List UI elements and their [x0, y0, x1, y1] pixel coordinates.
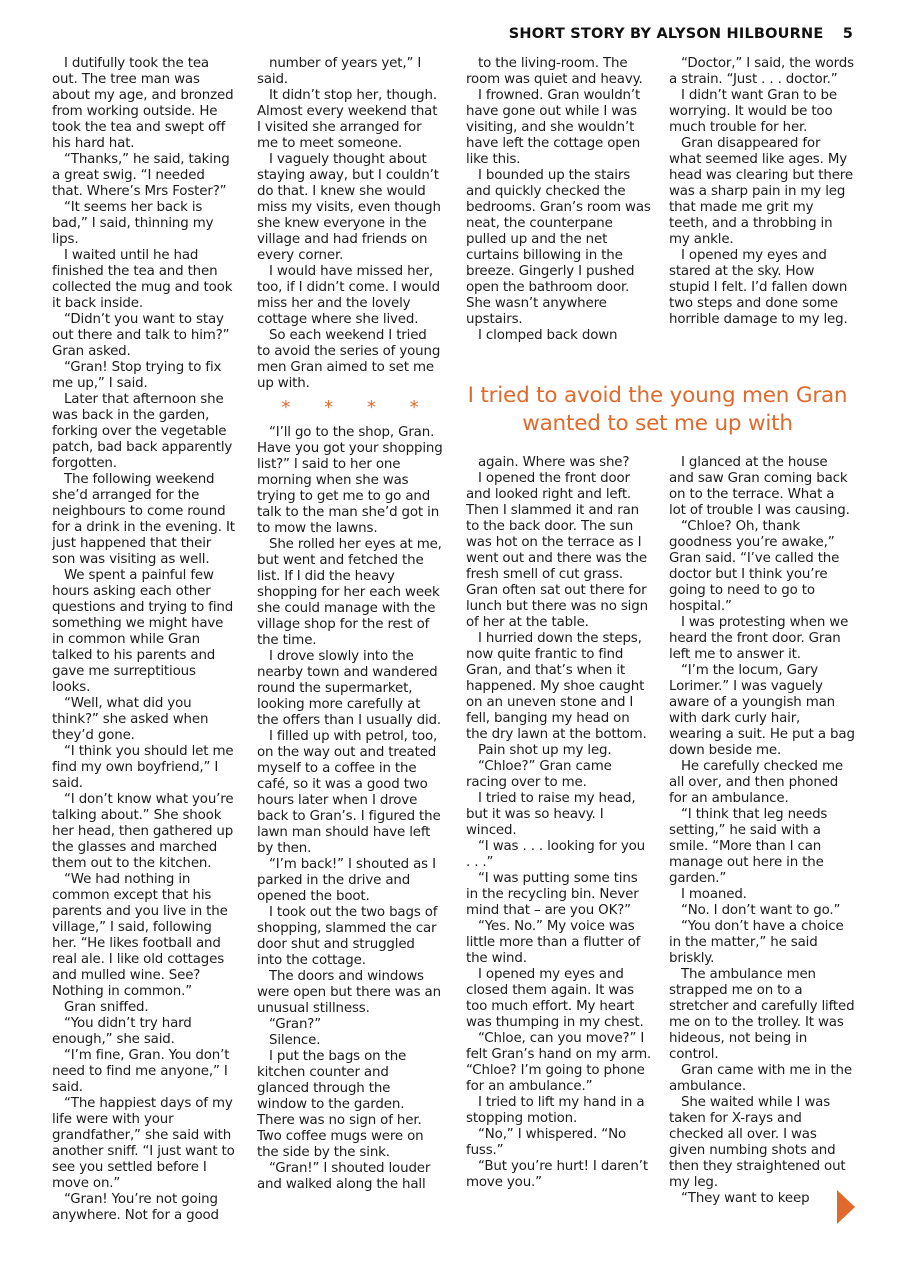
- paragraph: The doors and windows were open but there was an unusual stillness.: [257, 969, 441, 1016]
- paragraph: “Thanks,” he said, taking a great swig. “I needed that. Where’s Mrs Foster?”: [52, 152, 230, 199]
- paragraph: I would have missed her, too, if I didn’t come. I would miss her and the lovely cottage where she lived.: [257, 264, 440, 327]
- paragraph: We spent a painful few hours asking each other questions and trying to find something we might have in common while Gran talked to his parents and gave me surreptitious looks.: [52, 568, 234, 695]
- paragraph: “Gran?”: [269, 1017, 322, 1032]
- column-2-bottom: [257, 425, 443, 1193]
- paragraph: “No. I don’t want to go.”: [681, 903, 841, 918]
- paragraph: “Chloe, can you move?” I felt Gran’s hand on my arm. “Chloe? I’m going to phone for an ambulance.”: [466, 1031, 652, 1094]
- paragraph: “Chloe? Oh, thank goodness you’re awake,” Gran said. “I’ve called the doctor but I think you’re going to need to go to hospital.”: [669, 519, 840, 614]
- paragraph: number of years yet,” I said.: [257, 56, 422, 87]
- paragraph: She waited while I was taken for X-rays and checked all over. I was given numbing shots and then they straightened out my leg.: [669, 1095, 846, 1190]
- paragraph: “The happiest days of my life were with your grandfather,” she said with another sniff. “I just want to see you settled before I move on.”: [52, 1096, 235, 1191]
- section-separator: * * * *: [281, 397, 433, 418]
- paragraph: He carefully checked me all over, and then phoned for an ambulance.: [669, 759, 843, 806]
- column-2-top: [257, 56, 443, 392]
- paragraph: “I don’t know what you’re talking about.” She shook her head, then gathered up the glasses and marched them out to the kitchen.: [52, 792, 234, 871]
- paragraph: So each weekend I tried to avoid the series of young men Gran aimed to set me up with.: [257, 328, 441, 391]
- column-2: [257, 56, 443, 1193]
- story-byline: SHORT STORY BY ALYSON HILBOURNE: [508, 26, 824, 42]
- paragraph: to the living-room. The room was quiet and heavy.: [466, 56, 643, 87]
- paragraph: I opened my eyes and stared at the sky. How stupid I felt. I’d fallen down two steps and done some horrible damage to my leg.: [669, 248, 848, 327]
- paragraph: I was protesting when we heard the front door. Gran left me to answer it.: [669, 615, 849, 662]
- paragraph: “I was putting some tins in the recycling bin. Never mind that – are you OK?”: [466, 871, 639, 918]
- paragraph: “They want to keep: [681, 1191, 810, 1206]
- paragraph: “No,” I whispered. “No fuss.”: [466, 1127, 626, 1158]
- paragraph: I moaned.: [681, 887, 747, 902]
- paragraph: I glanced at the house and saw Gran coming back on to the terrace. What a lot of trouble I was causing.: [669, 455, 850, 518]
- paragraph: I drove slowly into the nearby town and wandered round the supermarket, looking more carefully at the offers than I usually did.: [257, 649, 441, 728]
- paragraph: She rolled her eyes at me, but went and fetched the list. If I did the heavy shopping for her each week she could manage with the village shop for the rest of the time.: [257, 537, 442, 648]
- paragraph: “Gran! Stop trying to fix me up,” I said.: [52, 360, 222, 391]
- paragraph: Gran disappeared for what seemed like ages. My head was clearing but there was a sharp pain in my leg that made me grit my teeth, and a throbbing in my ankle.: [669, 136, 853, 247]
- paragraph: “I think you should let me find my own boyfriend,” I said.: [52, 744, 234, 791]
- paragraph: “Chloe?” Gran came racing over to me.: [466, 759, 612, 790]
- paragraph: “Well, what did you think?” she asked when they’d gone.: [52, 696, 209, 743]
- paragraph: I clomped back down: [478, 328, 618, 343]
- paragraph: I frowned. Gran wouldn’t have gone out while I was visiting, and she wouldn’t have left the cottage open like this.: [466, 88, 641, 167]
- paragraph: I vaguely thought about staying away, but I couldn’t do that. I knew she would miss my visits, even though she knew everyone in the village and had friends on every corner.: [257, 152, 441, 263]
- paragraph: “But you’re hurt! I daren’t move you.”: [466, 1159, 648, 1190]
- column-3-bottom: [466, 455, 652, 1191]
- continue-arrow-icon: [837, 1190, 855, 1224]
- paragraph: I opened the front door and looked right and left. Then I slammed it and ran to the back door. The sun was hot on the terrace as I went out and there was the fresh smell of cut grass. Gran often sat out there for lunch but there was no sign of her at the table.: [466, 471, 648, 630]
- paragraph: “I’m the locum, Gary Lorimer.” I was vaguely aware of a youngish man with dark curly hair, wearing a suit. He put a bag down beside me.: [669, 663, 855, 758]
- paragraph: “We had nothing in common except that his parents and you live in the village,” I said, following her. “He likes football and real ale. I like old cottages and mulled wine. See? Nothing in common.”: [52, 872, 228, 999]
- paragraph: The following weekend she’d arranged for the neighbours to come round for a drink in the evening. It just happened that their son was visiting as well.: [52, 472, 235, 567]
- paragraph: “I’m fine, Gran. You don’t need to find me anyone,” I said.: [52, 1048, 230, 1095]
- paragraph: “I was . . . looking for you . . .”: [466, 839, 645, 870]
- column-3-top: [466, 56, 652, 344]
- paragraph: I didn’t want Gran to be worrying. It would be too much trouble for her.: [669, 88, 837, 135]
- paragraph: “You don’t have a choice in the matter,” he said briskly.: [669, 919, 844, 966]
- paragraph: Later that afternoon she was back in the garden, forking over the vegetable patch, bad back apparently forgotten.: [52, 392, 233, 471]
- paragraph: I waited until he had finished the tea and then collected the mug and took it back inside.: [52, 248, 233, 311]
- paragraph: “Didn’t you want to stay out there and talk to him?” Gran asked.: [52, 312, 230, 359]
- paragraph: I filled up with petrol, too, on the way out and treated myself to a coffee in the café, so it was a good two hours later when I drove back to Gran’s. I figured the lawn man should have left by then.: [257, 729, 441, 856]
- paragraph: “I think that leg needs setting,” he said with a smile. “More than I can manage out here in the garden.”: [669, 807, 828, 886]
- paragraph: Gran came with me in the ambulance.: [669, 1063, 852, 1094]
- paragraph: “It seems her back is bad,” I said, thinning my lips.: [52, 200, 214, 247]
- paragraph: I opened my eyes and closed them again. It was too much effort. My heart was thumping in my chest.: [466, 967, 644, 1030]
- paragraph: It didn’t stop her, though. Almost every weekend that I visited she arranged for me to meet someone.: [257, 88, 438, 151]
- paragraph: again. Where was she?: [478, 455, 630, 470]
- column-4-bottom: [669, 455, 855, 1207]
- paragraph: “I’ll go to the shop, Gran. Have you got your shopping list?” I said to her one morning when she was trying to get me to go and talk to the man she’d got in to mow the lawns.: [257, 425, 443, 536]
- paragraph: The ambulance men strapped me on to a stretcher and carefully lifted me on to the trolley. It was hideous, not being in control.: [669, 967, 855, 1062]
- paragraph: I took out the two bags of shopping, slammed the car door shut and struggled into the cottage.: [257, 905, 438, 968]
- paragraph: I put the bags on the kitchen counter and glanced through the window to the garden. There was no sign of her. Two coffee mugs were on the side by the sink.: [257, 1049, 424, 1160]
- paragraph: I bounded up the stairs and quickly checked the bedrooms. Gran’s room was neat, the counterpane pulled up and the net curtains billowing in the breeze. Gingerly I pushed open the bathroom door. She wasn’t anywhere upstairs.: [466, 168, 651, 327]
- page-number: 5: [842, 26, 853, 42]
- column-4-top: [669, 56, 855, 328]
- column-1: [52, 56, 238, 1224]
- paragraph: “Gran!” I shouted louder and walked along the hall: [257, 1161, 431, 1192]
- paragraph: “I’m back!” I shouted as I parked in the drive and opened the boot.: [257, 857, 436, 904]
- paragraph: “Yes. No.” My voice was little more than a flutter of the wind.: [466, 919, 641, 966]
- paragraph: I tried to raise my head, but it was so heavy. I winced.: [466, 791, 636, 838]
- paragraph: “Gran! You’re not going anywhere. Not for a good: [52, 1192, 219, 1223]
- paragraph: I hurried down the steps, now quite frantic to find Gran, and that’s when it happened. My shoe caught on an uneven stone and I fell, banging my head on the dry lawn at the bottom.: [466, 631, 647, 742]
- pull-quote: I tried to avoid the young men Gran wanted to set me up with: [467, 383, 848, 436]
- paragraph: Gran sniffed.: [64, 1000, 149, 1015]
- paragraph: Silence.: [269, 1033, 321, 1048]
- paragraph: Pain shot up my leg.: [478, 743, 612, 758]
- paragraph: I tried to lift my hand in a stopping motion.: [466, 1095, 645, 1126]
- page-header: [509, 26, 853, 42]
- paragraph: I dutifully took the tea out. The tree man was about my age, and bronzed from working outside. He took the tea and swept off his hard hat.: [52, 56, 234, 151]
- paragraph: “Doctor,” I said, the words a strain. “Just . . . doctor.”: [669, 56, 854, 87]
- paragraph: “You didn’t try hard enough,” she said.: [52, 1016, 192, 1047]
